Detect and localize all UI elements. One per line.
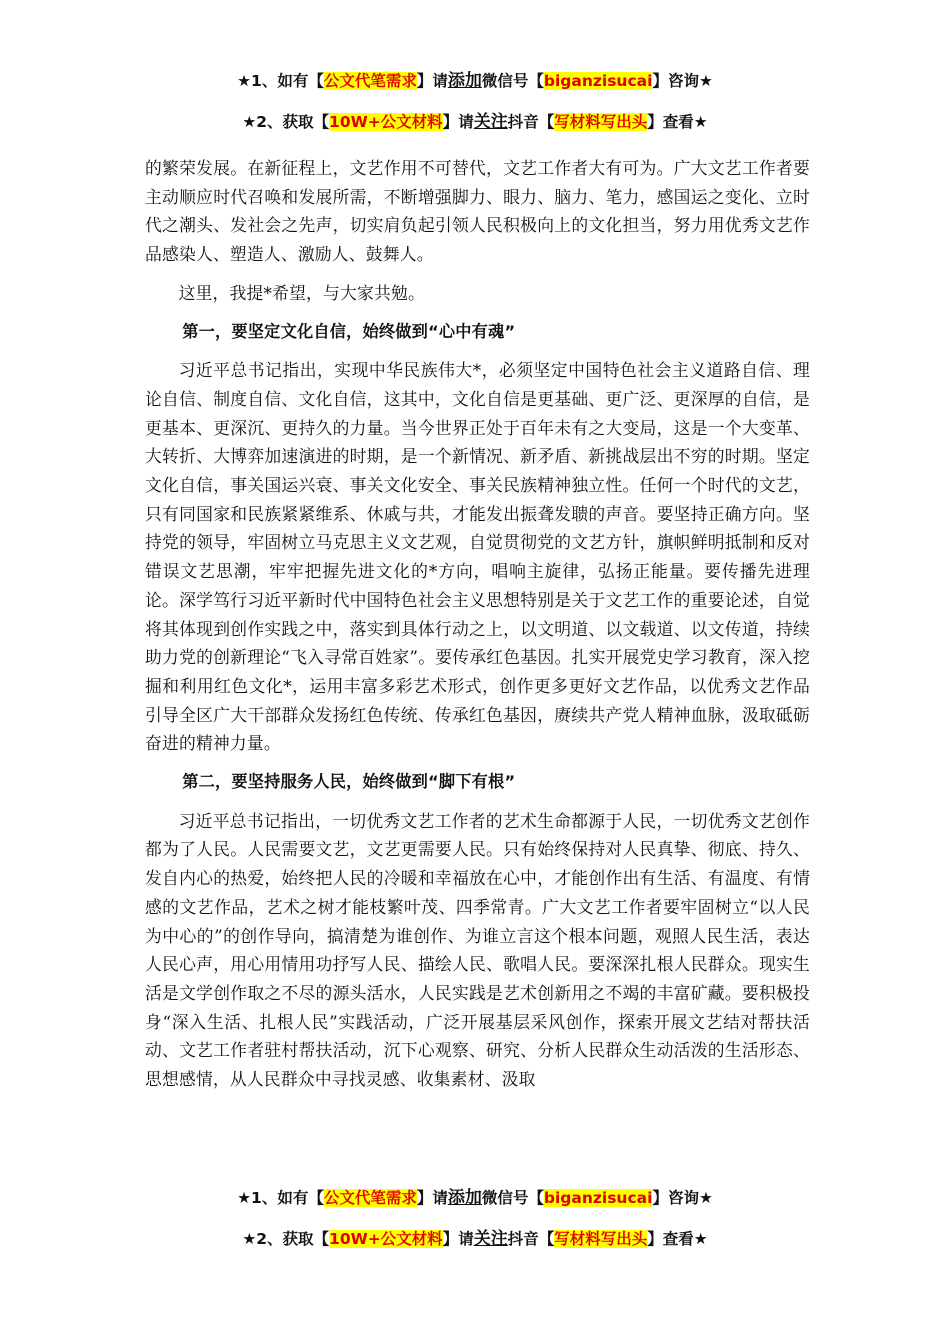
header-banner-line-1 <box>0 69 950 93</box>
banner-underlined-text: 添加 <box>447 1188 482 1208</box>
banner-text: ★2、获取【 <box>242 1230 330 1248</box>
banner-underlined-text: 关注 <box>473 112 508 132</box>
body-paragraph: 习近平总书记指出，一切优秀文艺工作者的艺术生命都源于人民，一切优秀文艺创作都为了人民。人民需要文艺，文艺更需要人民。只有始终保持对人民真挚、彻底、持久、发自内心的热爱，始终把人民的冷暖和幸福放在心中，才能创作出有生活、有温度、有情感的文艺作品，艺术之树才能枝繁叶茂、四季常青。广大文艺工作者要牢固树立“以人民为中心的”的创作导向，搞清楚为谁创作、为谁立言这个根本问题，观照人民生活，表达人民心声，用心用情用功抒写人民、描绘人民、歌唱人民。要深深扎根人民群众。现实生活是文学创作取之不尽的源头活水，人民实践是艺术创新用之不竭的丰富矿藏。要积极投身“深入生活、扎根人民”实践活动，广泛开展基层采风创作，探索开展文艺结对帮扶活动、文艺工作者驻村帮扶活动，沉下心观察、研究、分析人民群众生动活泼的生活形态、思想感情，从人民群众中寻找灵感、收集素材、汲取 <box>145 810 810 1090</box>
section-heading: 第一，要坚定文化自信，始终做到“心中有魂” <box>182 321 516 341</box>
body-paragraph: 习近平总书记指出，实现中华民族伟大*，必须坚定中国特色社会主义道路自信、理论自信、制度自信、文化自信，这其中，文化自信是更基础、更广泛、更深厚的自信，是更基本、更深沉、更持久的力量。当今世界正处于百年未有之大变局，这是一个大变革、大转折、大博弈加速演进的时期，是一个新情况、新矛盾、新挑战层出不穷的时期。坚定文化自信，事关国运兴衰、事关文化安全、事关民族精神独立性。任何一个时代的文艺，只有同国家和民族紧紧维系、休戚与共，才能发出振聋发聩的声音。要坚持正确方向。坚持党的领导，牢固树立马克思主义文艺观，自觉贯彻党的文艺方针，旗帜鲜明抵制和反对错误文艺思潮，牢牢把握先进文化的*方向，唱响主旋律，弘扬正能量。要传播先进理论。深学笃行习近平新时代中国特色社会主义思想特别是关于文艺工作的重要论述，自觉将其体现到创作实践之中，落实到具体行动之上，以文明道、以文载道、以文传道，持续助力党的创新理论“飞入寻常百姓家”。要传承红色基因。扎实开展党史学习教育，深入挖掘和利用红色文化*，运用丰富多彩艺术形式，创作更多更好文艺作品，以优秀文艺作品引导全区广大干部群众发扬红色传统、传承红色基因，赓续共产党人精神血脉，汲取砥砺奋进的精神力量。 <box>145 360 810 754</box>
banner-highlight: 写材料写出头 <box>554 1230 648 1248</box>
banner-highlight: 公文代笔需求 <box>323 72 417 90</box>
footer-banner-line-1 <box>0 1186 950 1210</box>
banner-highlight: 写材料写出头 <box>554 113 648 131</box>
banner-highlight: 10W+公文材料 <box>329 113 443 131</box>
section-heading: 第二，要坚持服务人民，始终做到“脚下有根” <box>182 772 516 792</box>
banner-highlight: biganzisucai <box>543 72 653 90</box>
banner-text: 】请 <box>416 72 448 90</box>
banner-text: ★1、如有【 <box>237 1189 324 1207</box>
banner-text: 微信号【 <box>481 1189 544 1207</box>
header-banner-line-2 <box>0 110 950 134</box>
banner-highlight: biganzisucai <box>543 1189 653 1207</box>
banner-text: 】请 <box>442 1230 474 1248</box>
banner-text: 】请 <box>442 113 474 131</box>
banner-text: 微信号【 <box>481 72 544 90</box>
body-paragraph: 的繁荣发展。在新征程上，文艺作用不可替代，文艺工作者大有可为。广大文艺工作者要主动顺应时代召唤和发展所需，不断增强脚力、眼力、脑力、笔力，感国运之变化、立时代之潮头、发社会之先声，切实肩负起引领人民积极向上的文化担当，努力用优秀文艺作品感染人、塑造人、激励人、鼓舞人。 <box>145 158 810 265</box>
banner-text: ★1、如有【 <box>237 72 324 90</box>
document-body <box>145 154 810 1094</box>
banner-text: 】咨询★ <box>652 1189 713 1207</box>
banner-highlight: 10W+公文材料 <box>329 1230 443 1248</box>
banner-text: 抖音【 <box>507 1230 555 1248</box>
banner-underlined-text: 关注 <box>473 1229 508 1249</box>
banner-text: 】咨询★ <box>652 72 713 90</box>
banner-highlight: 公文代笔需求 <box>323 1189 417 1207</box>
banner-text: 抖音【 <box>507 113 555 131</box>
banner-text: 】查看★ <box>647 113 708 131</box>
banner-text: 】请 <box>416 1189 448 1207</box>
footer-banner-line-2 <box>0 1227 950 1251</box>
banner-underlined-text: 添加 <box>447 71 482 91</box>
banner-text: ★2、获取【 <box>242 113 330 131</box>
body-paragraph: 这里，我提*希望，与大家共勉。 <box>178 282 425 303</box>
banner-text: 】查看★ <box>647 1230 708 1248</box>
